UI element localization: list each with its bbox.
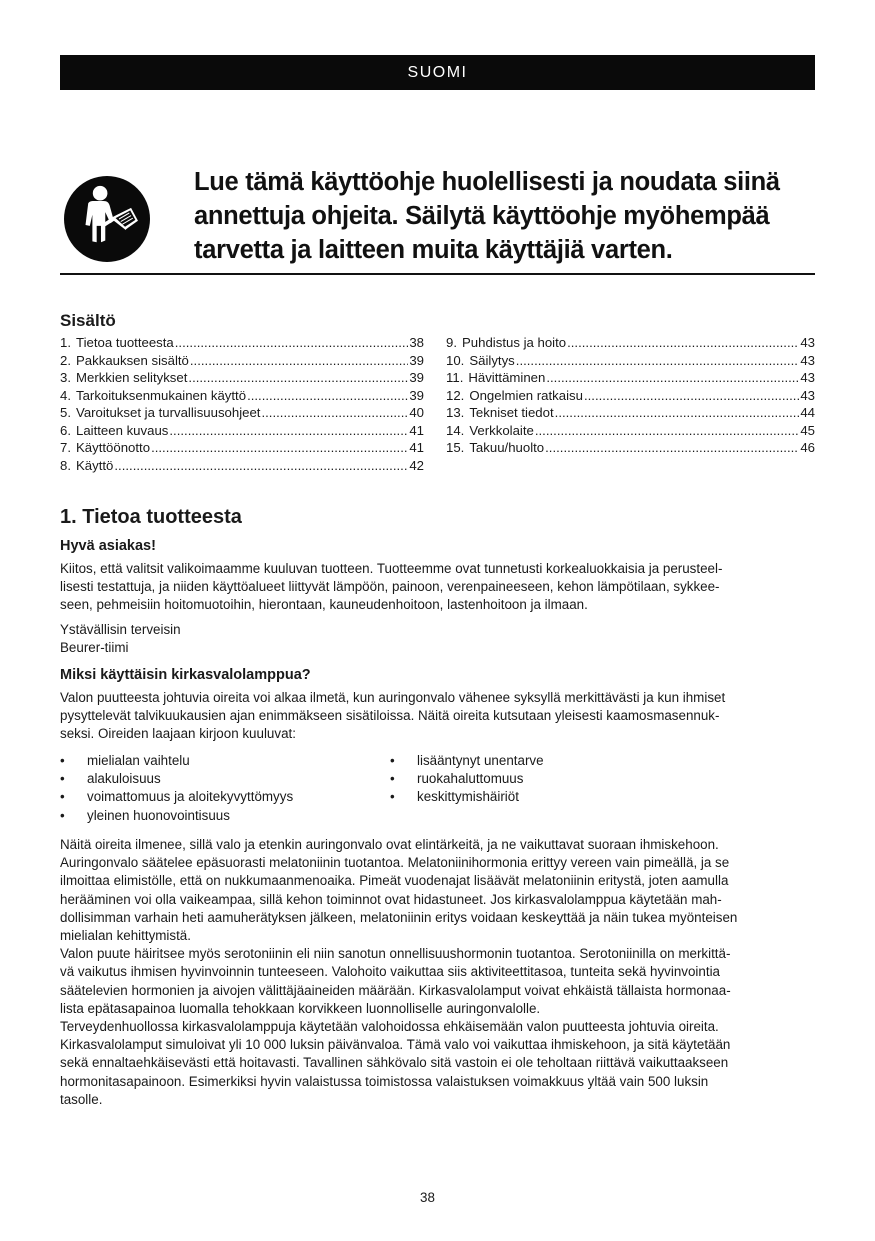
text-line: Kiitos, että valitsit valikoimaamme kuuluvan tuotteen. Tuotteemme ovat tunnetusti korkealuokkaisia ja perusteel- — [60, 561, 723, 576]
toc-entry-page: 38 — [409, 335, 424, 350]
toc-entry-label: Tarkoituksenmukainen käyttö — [76, 387, 247, 403]
toc-entry-page: 43 — [800, 370, 815, 385]
text-line: Beurer-tiimi — [60, 640, 129, 656]
toc-entry-page: 39 — [409, 352, 424, 368]
symptom-list-left — [60, 752, 380, 825]
toc-leader-dots — [175, 334, 409, 352]
text-line: herääminen voi olla vaikeampaa, sillä kehon toiminnot ovat hidastuneet. Jos kirkasvalolamppua käytetään mah- — [60, 891, 722, 907]
toc-leader-dots — [151, 439, 408, 457]
toc-entry-number: 12. — [446, 387, 465, 403]
list-item: • voimattomuus ja aloitekyvyttömyys — [60, 788, 380, 806]
text-line: hormonitasapainoon. Esimerkiksi hyvin valaistussa toimistossa valaistuksen voimakkuus yltää vain 500 luksin — [60, 1073, 709, 1089]
text-line: mielialan kehittymistä. — [60, 928, 191, 944]
toc-entry-number: 7. — [60, 440, 71, 455]
toc-entry[interactable] — [446, 369, 815, 387]
page-number: 38 — [420, 1190, 435, 1205]
toc-leader-dots — [188, 369, 408, 387]
toc-entry-label: Varoitukset ja turvallisuusohjeet — [76, 405, 261, 420]
intro-block — [60, 90, 815, 264]
list-item: • ruokahaluttomuus — [390, 770, 690, 788]
toc-leader-dots — [535, 422, 799, 440]
toc-entry-label: Laitteen kuvaus — [76, 422, 169, 438]
toc-left-column — [60, 334, 424, 474]
text-line: seksi. Oireiden laajaan kirjoon kuuluvat: — [60, 726, 296, 742]
text-line: seen, pehmeisiin hoitomuotoihin, hierontaan, kauneudenhoitoon, lastenhoitoon ja ilmaan. — [60, 597, 588, 613]
greeting — [60, 621, 815, 657]
toc-entry[interactable] — [60, 369, 424, 387]
toc-entry-page: 40 — [409, 405, 424, 420]
toc-entry-label: Tietoa tuotteesta — [76, 335, 174, 350]
toc-entry-page: 43 — [800, 335, 815, 350]
text-line: Valon puute häiritsee myös serotoniinin eli niin sanotun onnellisuushormonin tuotantoa. Serotoniinilla on merkittä- — [60, 946, 731, 962]
toc-entry-number: 4. — [60, 387, 71, 403]
text-line: vä vaikutus ihmisen hyvinvoinnin tunteeseen. Valohoito vaikuttaa siis aktiviteettitasoa, tunteita sekä hyvinvointia — [60, 964, 720, 980]
toc-leader-dots — [261, 404, 408, 422]
toc-entry-number: 3. — [60, 370, 71, 385]
subheading-why-lamp: Miksi käyttäisin kirkasvalolamppua? — [60, 667, 311, 683]
text-line: Terveydenhuollossa kirkasvalolamppuja käytetään valohoidossa ehkäisemään valon puutteesta johtuvia oireita. — [60, 1019, 719, 1035]
read-manual-icon — [64, 176, 150, 262]
toc-entry-page: 44 — [800, 405, 815, 420]
list-item: • alakuloisuus — [60, 770, 380, 788]
paragraph-intro — [60, 560, 815, 615]
text-line: Ystävällisin terveisin — [60, 622, 181, 637]
toc-entry-label: Puhdistus ja hoito — [462, 335, 567, 350]
toc-entry[interactable] — [60, 422, 424, 440]
list-item: • mielialan vaihtelu — [60, 752, 380, 770]
toc-entry-label: Verkkolaite — [469, 422, 534, 438]
toc-entry-number: 11. — [446, 370, 464, 385]
toc-entry-page: 41 — [409, 422, 424, 438]
intro-line: tarvetta ja laitteen muita käyttäjiä varten. — [194, 236, 673, 264]
text-line: lista epätasapainoa luomalla tehokkaan korvikkeen luonnolliselle auringonvalolle. — [60, 1000, 541, 1016]
toc-entry[interactable] — [60, 404, 424, 422]
toc-entry-label: Merkkien selitykset — [76, 370, 188, 385]
language-header — [60, 55, 815, 90]
toc-entry[interactable] — [446, 422, 815, 440]
text-line: Näitä oireita ilmenee, sillä valo ja etenkin auringonvalo ovat elintärkeitä, ja ne vaikuttavat suoraan ihmiskehoon. — [60, 837, 719, 852]
toc-entry[interactable] — [60, 457, 424, 475]
toc-leader-dots — [546, 369, 799, 387]
toc-leader-dots — [545, 439, 799, 457]
toc-leader-dots — [190, 352, 408, 370]
list-item: • lisääntynyt unentarve — [390, 752, 690, 770]
toc-leader-dots — [169, 422, 408, 440]
toc-leader-dots — [247, 387, 408, 405]
toc-entry[interactable] — [60, 352, 424, 370]
toc-entry-number: 15. — [446, 440, 465, 455]
text-line: sekä ennaltaehkäisevästi että hoitavasti. Tavallinen sähkövalo sitä vastoin ei ole teholtaan riittävä vaikuttaakseen — [60, 1055, 729, 1071]
toc-title: Sisältö — [60, 311, 116, 330]
toc-entry-label: Pakkauksen sisältö — [76, 352, 189, 368]
toc-entry-number: 9. — [446, 335, 457, 350]
toc-entry-number: 14. — [446, 422, 465, 438]
toc-entry-label: Hävittäminen — [468, 370, 546, 385]
language-label: SUOMI — [407, 64, 468, 81]
symptom-list-right — [390, 752, 690, 807]
toc-entry-page: 39 — [409, 387, 424, 403]
toc-entry[interactable] — [446, 334, 815, 352]
toc-right-column — [446, 334, 815, 457]
list-item: • yleinen huonovointisuus — [60, 807, 380, 825]
toc-entry-label: Käyttö — [76, 457, 114, 473]
section-title: 1. Tietoa tuotteesta — [60, 506, 242, 528]
toc-entry-number: 1. — [60, 335, 71, 350]
toc-entry[interactable] — [446, 439, 815, 457]
list-item: • keskittymishäiriöt — [390, 788, 690, 806]
text-line: pysyttelevät talvikuukausien ajan enimmäkseen sisätiloissa. Näitä oireita kutsutaan yleisesti kaamosmasennuk- — [60, 708, 720, 724]
text-line: säätelevien hormonien ja aivojen välittäjäaineiden määrään. Kirkasvalolamput voivat ehkäistä tällaista hormonaa- — [60, 982, 731, 998]
toc-leader-dots — [567, 334, 799, 352]
paragraph-explanation — [60, 836, 815, 1109]
toc-leader-dots — [584, 387, 799, 405]
toc-entry-page: 45 — [800, 422, 815, 438]
toc-entry[interactable] — [446, 404, 815, 422]
toc-entry[interactable] — [60, 334, 424, 352]
toc-entry-label: Ongelmien ratkaisu — [469, 387, 583, 403]
divider — [60, 273, 815, 275]
paragraph-symptoms — [60, 689, 815, 744]
toc-entry-number: 8. — [60, 457, 71, 473]
toc-entry-page: 42 — [409, 457, 424, 473]
toc-entry[interactable] — [446, 387, 815, 405]
text-line: tasolle. — [60, 1091, 103, 1107]
toc-entry-page: 39 — [409, 370, 424, 385]
toc-entry-page: 46 — [800, 440, 815, 455]
toc-entry-page: 43 — [800, 352, 815, 368]
text-line: Valon puutteesta johtuvia oireita voi alkaa ilmetä, kun auringonvalo vähenee syksyllä merkittävästi ja kun ihmiset — [60, 690, 726, 705]
text-line: dollisimman varhain heti aamuherätyksen jälkeen, melatoniinin eritys voidaan keskeyttää ja näin tukea myönteisen — [60, 909, 738, 925]
toc-entry-number: 13. — [446, 405, 465, 420]
manual-page — [60, 55, 815, 1205]
toc-entry-number: 5. — [60, 405, 71, 420]
intro-line: annettuja ohjeita. Säilytä käyttöohje myöhempää — [194, 202, 770, 230]
text-line: Auringonvalo säätelee epäsuorasti melatoniinin tuotantoa. Melatoniinihormonia erittyy vereen vain pimeällä, ja se — [60, 855, 730, 871]
toc-entry-page: 43 — [800, 387, 815, 403]
toc-entry-number: 6. — [60, 422, 71, 438]
text-line: lisesti testattuja, ja niiden käyttöalueet liittyvät lämpöön, painoon, verenpaineeseen, kehon lämpötilaan, sykkee- — [60, 579, 720, 595]
subheading-dear-customer: Hyvä asiakas! — [60, 538, 156, 554]
toc-entry[interactable] — [60, 439, 424, 457]
toc-entry-number: 2. — [60, 352, 71, 368]
toc-entry-page: 41 — [409, 440, 424, 455]
toc-leader-dots — [114, 457, 408, 475]
toc-leader-dots — [555, 404, 800, 422]
toc-entry-label: Takuu/huolto — [469, 440, 545, 455]
intro-line: Lue tämä käyttöohje huolellisesti ja noudata siinä — [194, 168, 780, 196]
intro-heading — [194, 165, 819, 267]
toc-entry-label: Säilytys — [469, 352, 515, 368]
toc-leader-dots — [516, 352, 800, 370]
toc-entry-label: Käyttöönotto — [76, 440, 151, 455]
toc-entry-label: Tekniset tiedot — [469, 405, 554, 420]
toc-entry-number: 10. — [446, 352, 465, 368]
text-line: ilmoittaa elimistölle, että on nukkumaanmenoaika. Pimeät vuodenajat lisäävät melatoniinin eritystä, joten aamulla — [60, 873, 729, 889]
toc-entry[interactable] — [446, 352, 815, 370]
toc-entry[interactable] — [60, 387, 424, 405]
text-line: Kirkasvalolamput simuloivat yli 10 000 luksin päivänvaloa. Tämä valo voi vaikuttaa ihmiskehoon, ja sitä käytetään — [60, 1037, 731, 1053]
